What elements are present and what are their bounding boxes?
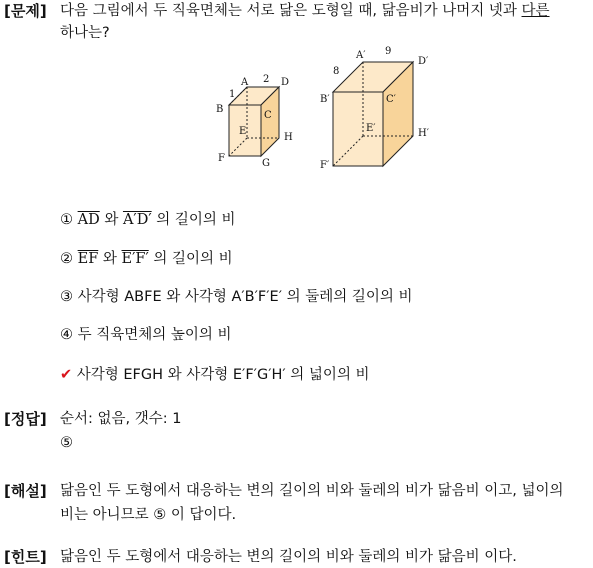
label-edge-AD-prime: 9 — [385, 46, 392, 57]
answer-line2: ⑤ — [60, 435, 73, 451]
segment-2: A′D′ — [122, 212, 152, 228]
label-H: H — [284, 132, 293, 143]
question-text-line2: 하나는? — [60, 25, 110, 41]
question-line1: 다음 그림에서 두 직육면체는 서로 닮은 도형일 때, 닮음비가 나머지 넷과 — [60, 3, 517, 19]
small-cuboid — [216, 74, 293, 169]
label-edge-AB: 1 — [229, 89, 236, 100]
hint-line1: 닮음인 두 도형에서 대응하는 변의 길이의 비와 둘레의 비가 닮음비 이다. — [60, 549, 517, 565]
label-edge-AB-prime: 8 — [333, 66, 340, 77]
label-D-prime: D′ — [418, 56, 429, 67]
option-mid: 와 — [104, 212, 119, 228]
option-4[interactable] — [60, 325, 232, 345]
option-number: ③ — [60, 289, 73, 305]
option-number: ④ — [60, 327, 73, 343]
answer-line1: 순서: 없음, 갯수: 1 — [60, 411, 182, 427]
label-A-prime: A′ — [356, 50, 366, 61]
question-tag: [문제] — [4, 2, 47, 20]
option-text: 두 직육면체의 높이의 비 — [77, 327, 232, 343]
label-edge-AD: 2 — [263, 74, 270, 85]
explanation-line2: 비는 아니므로 ⑤ 이 답이다. — [60, 507, 237, 523]
label-D: D — [281, 77, 290, 88]
option-mid: 와 — [102, 251, 117, 267]
option-number: ① — [60, 212, 73, 228]
segment-2: E′F′ — [121, 251, 149, 267]
option-5[interactable] — [60, 365, 370, 385]
question-underlined-word: 다른 — [521, 3, 550, 19]
label-H-prime: H′ — [418, 128, 429, 139]
label-A: A — [241, 77, 249, 88]
option-post: 의 길이의 비 — [153, 251, 233, 267]
hint-tag: [힌트] — [4, 548, 47, 566]
explanation-tag: [해설] — [4, 482, 47, 500]
option-3[interactable] — [60, 287, 413, 307]
label-E: E — [239, 126, 247, 137]
label-E-prime: E′ — [366, 123, 376, 134]
label-G: G — [262, 158, 270, 169]
label-C: C — [264, 110, 272, 121]
answer-tag: [정답] — [4, 410, 47, 428]
label-F-prime: F′ — [320, 160, 330, 171]
option-text: 사각형 EFGH 와 사각형 E′F′G′H′ 의 넓이의 비 — [76, 367, 370, 383]
option-2[interactable] — [60, 249, 233, 269]
segment-1: $\overline{EF}$ — [77, 251, 99, 267]
option-number: ② — [60, 251, 73, 267]
explanation-line1: 닮음인 두 도형에서 대응하는 변의 길이의 비와 둘레의 비가 닮음비 이고, 넓이의 — [60, 483, 564, 499]
label-C-prime: C′ — [386, 94, 396, 105]
label-B: B — [216, 104, 224, 115]
option-text: 사각형 ABFE 와 사각형 A′B′F′E′ 의 둘레의 길이의 비 — [77, 289, 413, 305]
option-post: 의 길이의 비 — [156, 212, 236, 228]
segment-1: $\overline{AD}$ — [77, 212, 100, 228]
option-1[interactable] — [60, 210, 236, 230]
checkmark-icon: ✔ — [60, 367, 73, 383]
label-B-prime: B′ — [320, 94, 330, 105]
large-cuboid — [320, 46, 430, 171]
label-F: F — [218, 153, 225, 164]
